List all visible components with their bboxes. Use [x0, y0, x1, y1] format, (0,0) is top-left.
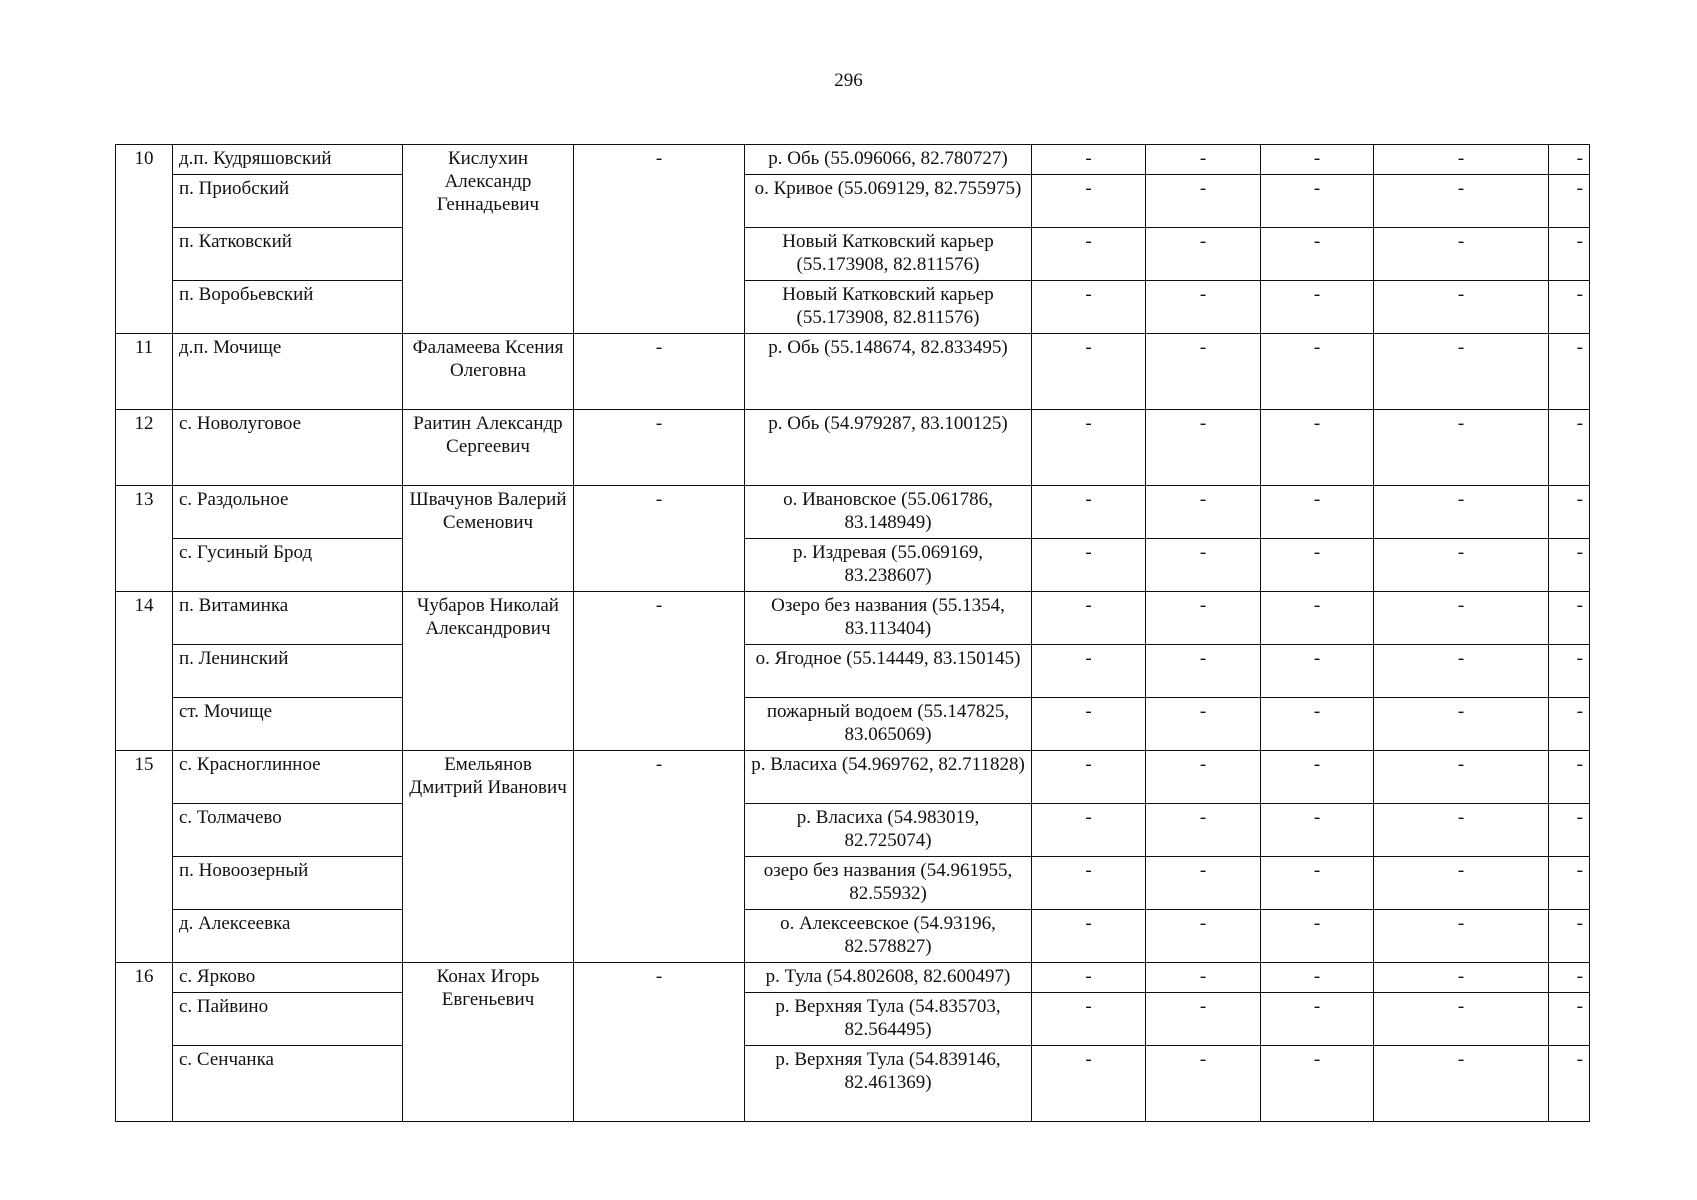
- table-row: [116, 751, 1590, 804]
- table-row: [116, 228, 1590, 281]
- empty-value: -: [574, 334, 745, 410]
- empty-value: -: [1549, 486, 1590, 539]
- settlement-name: д.п. Мочище: [173, 334, 403, 410]
- empty-value: -: [1374, 993, 1549, 1046]
- settlement-name: д. Алексеевка: [173, 910, 403, 963]
- empty-value: -: [1261, 993, 1374, 1046]
- empty-value: -: [1261, 486, 1374, 539]
- empty-value: -: [1261, 410, 1374, 486]
- water-source: Новый Катковский карьер (55.173908, 82.811576): [745, 228, 1032, 281]
- empty-value: -: [1146, 145, 1261, 175]
- table-row: [116, 281, 1590, 334]
- empty-value: -: [1146, 539, 1261, 592]
- empty-value: -: [1261, 910, 1374, 963]
- empty-value: -: [1549, 410, 1590, 486]
- empty-value: -: [1374, 963, 1549, 993]
- water-source: о. Ягодное (55.14449, 83.150145): [745, 645, 1032, 698]
- settlement-name: ст. Мочище: [173, 698, 403, 751]
- empty-value: -: [1549, 228, 1590, 281]
- group-number: 12: [116, 410, 173, 486]
- table-row: [116, 857, 1590, 910]
- empty-value: -: [1374, 281, 1549, 334]
- table-row: [116, 1046, 1590, 1122]
- empty-value: -: [1261, 592, 1374, 645]
- empty-value: -: [1032, 175, 1146, 228]
- empty-value: -: [1032, 910, 1146, 963]
- water-source: о. Алексеевское (54.93196, 82.578827): [745, 910, 1032, 963]
- empty-value: -: [1549, 910, 1590, 963]
- empty-value: -: [1146, 486, 1261, 539]
- table-row: [116, 698, 1590, 751]
- settlement-name: с. Ярково: [173, 963, 403, 993]
- empty-value: -: [1261, 1046, 1374, 1122]
- empty-value: -: [1032, 645, 1146, 698]
- empty-value: -: [1032, 539, 1146, 592]
- water-source: р. Власиха (54.983019, 82.725074): [745, 804, 1032, 857]
- responsible-person: Чубаров Николай Александрович: [403, 592, 574, 751]
- table-row: [116, 145, 1590, 175]
- empty-value: -: [1549, 175, 1590, 228]
- settlement-name: п. Воробьевский: [173, 281, 403, 334]
- empty-value: -: [1374, 804, 1549, 857]
- settlement-name: п. Ленинский: [173, 645, 403, 698]
- empty-value: -: [1261, 857, 1374, 910]
- empty-value: -: [1146, 698, 1261, 751]
- water-source: р. Обь (55.096066, 82.780727): [745, 145, 1032, 175]
- empty-value: -: [1374, 539, 1549, 592]
- empty-value: -: [1261, 334, 1374, 410]
- empty-value: -: [1549, 751, 1590, 804]
- empty-value: -: [1549, 698, 1590, 751]
- table-row: [116, 963, 1590, 993]
- group-number: 13: [116, 486, 173, 592]
- empty-value: -: [1261, 804, 1374, 857]
- empty-value: -: [1549, 857, 1590, 910]
- empty-value: -: [1374, 145, 1549, 175]
- empty-value: -: [1032, 993, 1146, 1046]
- water-source: Новый Катковский карьер (55.173908, 82.811576): [745, 281, 1032, 334]
- table-row: [116, 645, 1590, 698]
- empty-value: -: [1549, 993, 1590, 1046]
- responsible-person: Фаламеева Ксения Олеговна: [403, 334, 574, 410]
- empty-value: -: [1146, 804, 1261, 857]
- empty-value: -: [1146, 1046, 1261, 1122]
- empty-value: -: [1374, 334, 1549, 410]
- settlement-name: с. Новолуговое: [173, 410, 403, 486]
- empty-value: -: [1032, 751, 1146, 804]
- empty-value: -: [1261, 645, 1374, 698]
- water-source: р. Власиха (54.969762, 82.711828): [745, 751, 1032, 804]
- settlement-name: с. Гусиный Брод: [173, 539, 403, 592]
- empty-value: -: [1146, 645, 1261, 698]
- empty-value: -: [1032, 334, 1146, 410]
- empty-value: -: [1032, 592, 1146, 645]
- empty-value: -: [1032, 228, 1146, 281]
- empty-value: -: [1261, 751, 1374, 804]
- empty-value: -: [1549, 592, 1590, 645]
- empty-value: -: [1146, 963, 1261, 993]
- water-source: р. Обь (55.148674, 82.833495): [745, 334, 1032, 410]
- empty-value: -: [1032, 410, 1146, 486]
- empty-value: -: [1374, 175, 1549, 228]
- empty-value: -: [1261, 281, 1374, 334]
- group-number: 16: [116, 963, 173, 1122]
- empty-value: -: [1146, 993, 1261, 1046]
- water-source: р. Верхняя Тула (54.835703, 82.564495): [745, 993, 1032, 1046]
- empty-value: -: [1146, 228, 1261, 281]
- group-number: 11: [116, 334, 173, 410]
- responsible-person: Кислухин Александр Геннадьевич: [403, 145, 574, 334]
- empty-value: -: [1261, 145, 1374, 175]
- empty-value: -: [1146, 175, 1261, 228]
- empty-value: -: [1374, 910, 1549, 963]
- empty-value: -: [1146, 910, 1261, 963]
- empty-value: -: [1146, 281, 1261, 334]
- group-number: 15: [116, 751, 173, 963]
- responsible-person: Конах Игорь Евгеньевич: [403, 963, 574, 1122]
- group-number: 10: [116, 145, 173, 334]
- empty-value: -: [1146, 857, 1261, 910]
- water-source: о. Кривое (55.069129, 82.755975): [745, 175, 1032, 228]
- table-body: [116, 145, 1590, 1122]
- empty-value: -: [574, 751, 745, 963]
- empty-value: -: [1146, 592, 1261, 645]
- settlement-name: с. Раздольное: [173, 486, 403, 539]
- empty-value: -: [1374, 228, 1549, 281]
- water-source: озеро без названия (54.961955, 82.55932): [745, 857, 1032, 910]
- settlement-name: с. Пайвино: [173, 993, 403, 1046]
- water-source: о. Ивановское (55.061786, 83.148949): [745, 486, 1032, 539]
- empty-value: -: [1032, 486, 1146, 539]
- table-row: [116, 539, 1590, 592]
- settlement-name: п. Новоозерный: [173, 857, 403, 910]
- settlement-name: с. Толмачево: [173, 804, 403, 857]
- empty-value: -: [1549, 645, 1590, 698]
- empty-value: -: [1032, 698, 1146, 751]
- empty-value: -: [1549, 804, 1590, 857]
- water-source: р. Издревая (55.069169, 83.238607): [745, 539, 1032, 592]
- empty-value: -: [1032, 963, 1146, 993]
- empty-value: -: [1146, 410, 1261, 486]
- settlement-name: с. Красноглинное: [173, 751, 403, 804]
- empty-value: -: [1261, 175, 1374, 228]
- empty-value: -: [1549, 334, 1590, 410]
- water-source: Озеро без названия (55.1354, 83.113404): [745, 592, 1032, 645]
- water-source: пожарный водоем (55.147825, 83.065069): [745, 698, 1032, 751]
- empty-value: -: [1374, 410, 1549, 486]
- responsible-person: Емельянов Дмитрий Иванович: [403, 751, 574, 963]
- empty-value: -: [574, 486, 745, 592]
- empty-value: -: [1032, 804, 1146, 857]
- water-sources-table: [115, 144, 1590, 1122]
- empty-value: -: [1374, 645, 1549, 698]
- empty-value: -: [574, 592, 745, 751]
- settlement-name: п. Приобский: [173, 175, 403, 228]
- empty-value: -: [1032, 145, 1146, 175]
- empty-value: -: [1261, 698, 1374, 751]
- empty-value: -: [1549, 281, 1590, 334]
- empty-value: -: [1549, 963, 1590, 993]
- empty-value: -: [1374, 698, 1549, 751]
- responsible-person: Раитин Александр Сергеевич: [403, 410, 574, 486]
- empty-value: -: [1032, 857, 1146, 910]
- table-row: [116, 410, 1590, 486]
- table-row: [116, 334, 1590, 410]
- empty-value: -: [574, 145, 745, 334]
- empty-value: -: [1374, 751, 1549, 804]
- water-source: р. Обь (54.979287, 83.100125): [745, 410, 1032, 486]
- empty-value: -: [1374, 592, 1549, 645]
- empty-value: -: [1549, 1046, 1590, 1122]
- table-row: [116, 486, 1590, 539]
- empty-value: -: [1032, 1046, 1146, 1122]
- settlement-name: д.п. Кудряшовский: [173, 145, 403, 175]
- water-source: р. Тула (54.802608, 82.600497): [745, 963, 1032, 993]
- page-number: 296: [834, 70, 863, 91]
- responsible-person: Швачунов Валерий Семенович: [403, 486, 574, 592]
- settlement-name: п. Витаминка: [173, 592, 403, 645]
- empty-value: -: [1146, 334, 1261, 410]
- table-row: [116, 993, 1590, 1046]
- empty-value: -: [1261, 539, 1374, 592]
- table-row: [116, 592, 1590, 645]
- water-source: р. Верхняя Тула (54.839146, 82.461369): [745, 1046, 1032, 1122]
- empty-value: -: [1261, 228, 1374, 281]
- empty-value: -: [574, 410, 745, 486]
- empty-value: -: [574, 963, 745, 1122]
- settlement-name: п. Катковский: [173, 228, 403, 281]
- settlement-name: с. Сенчанка: [173, 1046, 403, 1122]
- empty-value: -: [1261, 963, 1374, 993]
- group-number: 14: [116, 592, 173, 751]
- empty-value: -: [1549, 145, 1590, 175]
- empty-value: -: [1374, 1046, 1549, 1122]
- empty-value: -: [1374, 486, 1549, 539]
- empty-value: -: [1374, 857, 1549, 910]
- empty-value: -: [1032, 281, 1146, 334]
- empty-value: -: [1146, 751, 1261, 804]
- table-row: [116, 175, 1590, 228]
- empty-value: -: [1549, 539, 1590, 592]
- table-row: [116, 910, 1590, 963]
- table-row: [116, 804, 1590, 857]
